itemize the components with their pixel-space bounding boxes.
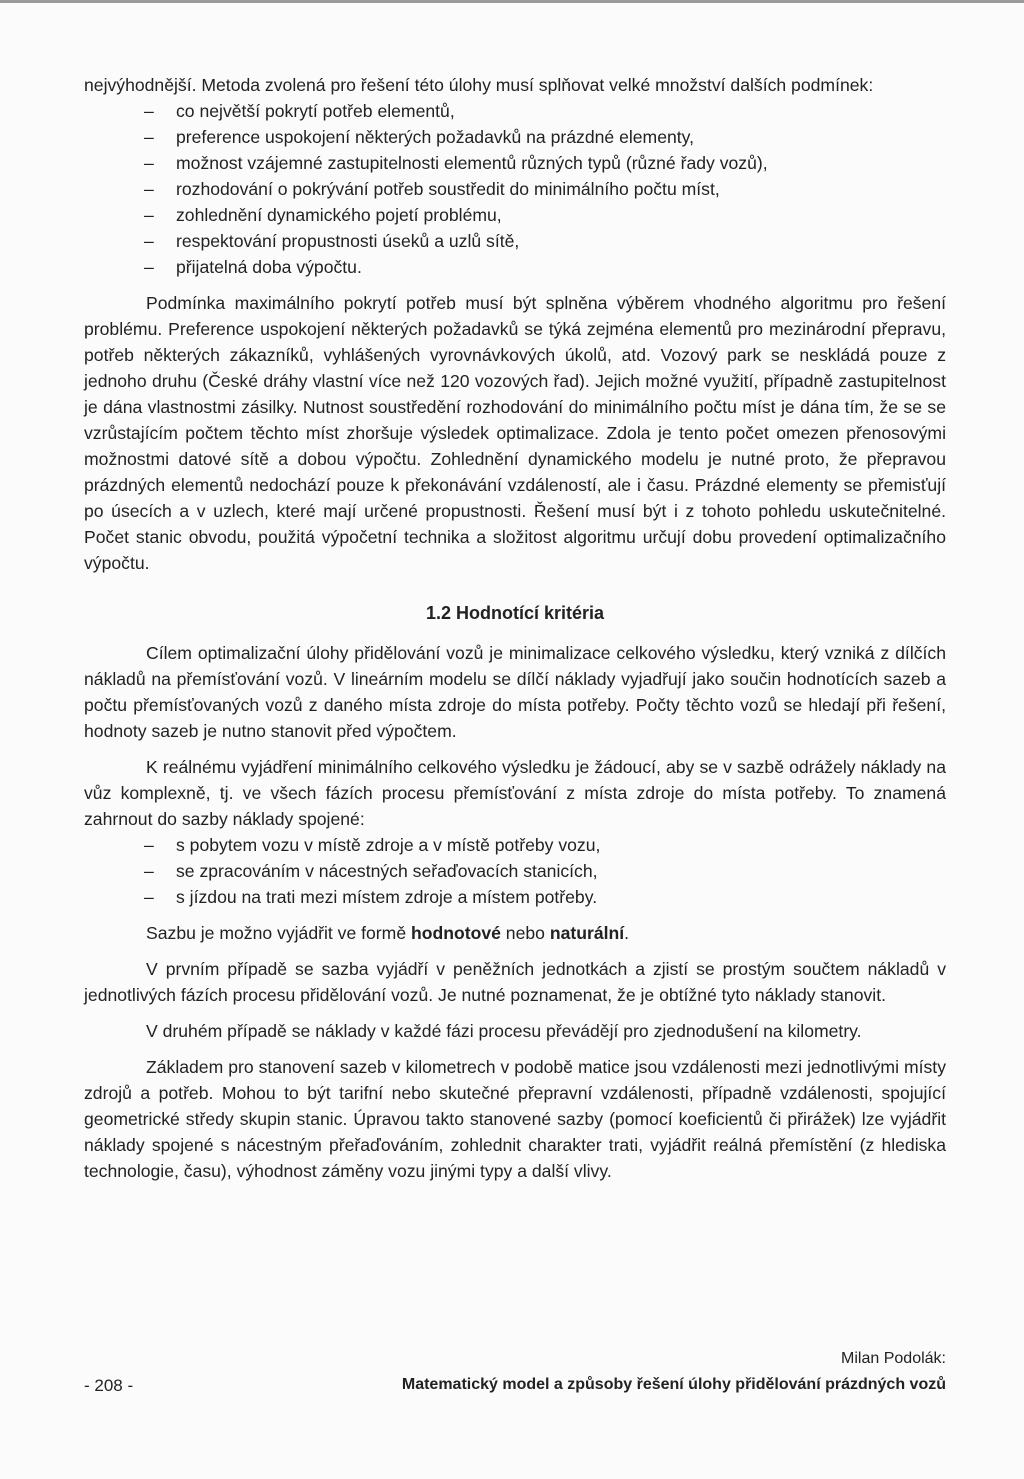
dash-bullet: – <box>144 861 154 881</box>
dash-bullet: – <box>144 127 154 147</box>
list-item: – přijatelná doba výpočtu. <box>144 254 946 280</box>
list-item: – co největší pokrytí potřeb elementů, <box>144 98 946 124</box>
body-paragraph: V prvním případě se sazba vyjádří v peněžních jednotkách a zjistí se prostým součtem nákladů v jednotlivých fázích procesu přidělování vozů. Je nutné poznamenat, že je obtížné tyto náklady stanovit. <box>84 959 946 1005</box>
list-item: – možnost vzájemné zastupitelnosti elementů různých typů (různé řady vozů), <box>144 150 946 176</box>
dash-bullet: – <box>144 179 154 199</box>
page-footer <box>84 1350 946 1410</box>
cost-list <box>84 832 946 910</box>
list-item: – rozhodování o pokrývání potřeb soustředit do minimálního počtu míst, <box>144 176 946 202</box>
dash-bullet: – <box>144 257 154 277</box>
page-content <box>84 72 946 1184</box>
list-item: – s pobytem vozu v místě zdroje a v místě potřeby vozu, <box>144 832 946 858</box>
intro-paragraph: nejvýhodnější. Metoda zvolená pro řešení této úlohy musí splňovat velké množství dalších podmínek: <box>84 75 874 95</box>
list-item: – preference uspokojení některých požadavků na prázdné elementy, <box>144 124 946 150</box>
body-paragraph: Cílem optimalizační úlohy přidělování vozů je minimalizace celkového výsledku, který vzniká z dílčích nákladů na přemísťování vozů. V lineárním modelu se dílčí náklady vyjadřují jako součin hodnotících sazeb a počtu přemísťovaných vozů z daného místa zdroje do místa potřeby. Počty těchto vozů se hledají při řešení, hodnoty sazeb je nutno stanovit před výpočtem. <box>84 643 946 741</box>
body-paragraph: Základem pro stanovení sazeb v kilometrech v podobě matice jsou vzdálenosti mezi jednotlivými místy zdrojů a potřeb. Mohou to být tarifní nebo skutečné přepravní vzdálenosti, případně vzdálenosti, spojující geometrické středy skupin stanic. Úpravou takto stanovené sazby (pomocí koeficientů či přirážek) lze vyjádřit náklady spojené s nácestným přeřaďováním, zohlednit charakter trati, vyjádřit reálná přemístění (z hlediska technologie, času), výhodnost záměny vozu jinými typy a další vlivy. <box>84 1057 946 1181</box>
list-item: – zohlednění dynamického pojetí problému, <box>144 202 946 228</box>
body-paragraph: K reálnému vyjádření minimálního celkového výsledku je žádoucí, aby se v sazbě odrážely náklady na vůz komplexně, tj. ve všech fázích procesu přemísťování z místa zdroje do místa potřeby. To znamená zahrnout do sazby náklady spojené: <box>84 757 946 829</box>
dash-bullet: – <box>144 887 154 907</box>
body-paragraph: V druhém případě se náklady v každé fázi procesu převádějí pro zjednodušení na kilometry. <box>146 1021 862 1041</box>
rate-paragraph: Sazbu je možno vyjádřit ve formě hodnotové nebo naturální. <box>146 923 630 943</box>
dash-bullet: – <box>144 231 154 251</box>
rate-value-term: hodnotové <box>411 923 501 943</box>
body-paragraph: Podmínka maximálního pokrytí potřeb musí být splněna výběrem vhodného algoritmu pro řešení problému. Preference uspokojení některých požadavků se týká zejména elementů pro mezinárodní přepravu, potřeb některých zákazníků, vyhlášených vyrovnávkových úkolů, atd. Vozový park se neskládá pouze z jednoho druhu (České dráhy vlastní více než 120 vozových řad). Jejich možné využití, případně zastupitelnost je dána vlastnostmi zásilky. Nutnost soustředění rozhodování do minimálního počtu míst je dána tím, že se se vzrůstajícím počtem těchto míst zhoršuje výsledek optimalizace. Zdola je tento počet omezen přenosovými možnostmi datové sítě a dobou výpočtu. Zohlednění dynamického modelu je nutné proto, že přepravou prázdných elementů nedochází pouze k překonávání vzdáleností, ale i času. Prázdné elementy se přemisťují po úsecích a v uzlech, které mají určené propustnosti. Řešení musí být i z tohoto pohledu uskutečnitelné. Počet stanic obvodu, použitá výpočetní technika a složitost algoritmu určují dobu provedení optimalizačního výpočtu. <box>84 293 946 573</box>
list-item: – s jízdou na trati mezi místem zdroje a místem potřeby. <box>144 884 946 910</box>
list-item: – respektování propustnosti úseků a uzlů sítě, <box>144 228 946 254</box>
footer-author: Milan Podolák: <box>841 1350 946 1367</box>
dash-bullet: – <box>144 153 154 173</box>
dash-bullet: – <box>144 835 154 855</box>
conditions-list <box>84 98 946 280</box>
section-heading: 1.2 Hodnotící kritéria <box>425 603 605 623</box>
list-item: – se zpracováním v nácestných seřaďovacích stanicích, <box>144 858 946 884</box>
dash-bullet: – <box>144 101 154 121</box>
footer-title: Matematický model a způsoby řešení úlohy přidělování prázdných vozů <box>401 1376 946 1393</box>
scan-top-rule <box>0 0 1024 3</box>
page-number: - 208 - <box>84 1376 134 1395</box>
rate-natural-term: naturální <box>549 923 625 943</box>
dash-bullet: – <box>144 205 154 225</box>
